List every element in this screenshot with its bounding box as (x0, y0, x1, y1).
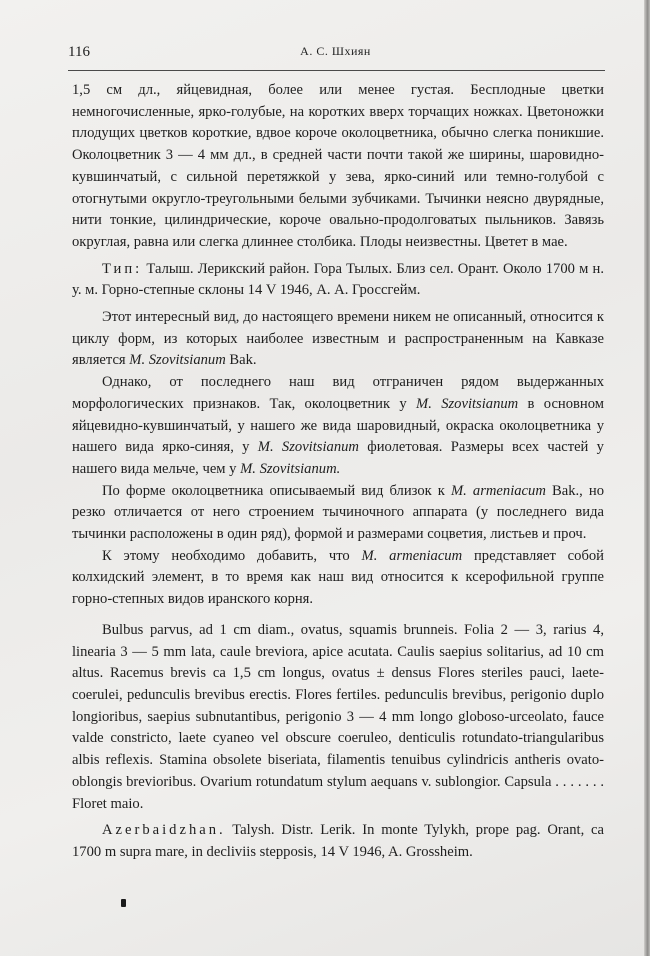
running-head-author: А. С. Шхиян (300, 44, 371, 58)
page-edge-shadow (644, 0, 650, 956)
species-name: M. Szovitsianum (129, 352, 226, 369)
paragraph-differences (72, 372, 604, 481)
text-run: Этот интересный вид, до настоящего времени никем не описанный, относится к циклу форм, из которых наиболее известным и распространенным на Кавказе является (72, 309, 604, 369)
text-run: Bak. (225, 352, 257, 369)
type-label: Тип: (102, 260, 143, 277)
text-run: фиолетовая. Размеры всех частей у нашего вида мельче, чем у (72, 439, 604, 477)
species-name: M. Szovitsianum. (240, 460, 341, 477)
locality-label: Azerbaidzhan. (102, 822, 226, 839)
species-name: M. Szovitsianum (416, 395, 519, 412)
text-run: По форме околоцветника описываемый вид близок к (102, 482, 451, 499)
locality-text: Talysh. Distr. Lerik. In monte Tylykh, prope pag. Orant, ca 1700 m supra mare, in decliviis stepposis, 14 V 1946, A. Grossheim. (72, 822, 604, 860)
paragraph-type-specimen (72, 259, 604, 302)
ink-spot (121, 899, 126, 907)
text-run: Однако, от последнего наш вид отграничен рядом выдержанных морфологических признаков. Так, околоцветник у (72, 374, 604, 412)
species-name: M. Szovitsianum (257, 439, 359, 456)
species-name: M. armeniacum (361, 547, 463, 564)
page-number: 116 (68, 44, 90, 60)
paragraph-latin-locality (72, 820, 604, 863)
paragraph-comparison-armeniacum (72, 481, 604, 546)
paragraph-latin-diagnosis: Bulbus parvus, ad 1 cm diam., ovatus, squamis brunneis. Folia 2 — 3, rarius 4, linearia 3 — 5 mm lata, caule breviora, apice acutata. Caulis saepius solitarius, ad 10 cm altus. Racemus brevis ca 1,5 cm longus, ovatus ± densus Flores steriles pauci, laete-coerulei, pedunculis brevibus erectis. Flores fertiles. pedunculis brevibus, perigonio duplo longioribus, saepius subnutantibus, perigonio 3 — 4 mm longo globoso-urceolato, fauce valde constricto, laete cyaneo vel obscure coeruleo, denticulis rotundato-triangularibus albis reflexis. Stamina obsolete biseriata, filamentis tenuibus cylindricis antheris ovato-oblongis brevioribus. Ovarium rotundatum stylum aequans v. sublongior. Capsula . . . . . . . Floret maio. (72, 621, 604, 812)
body-text (72, 80, 604, 864)
paragraph-description-continued: 1,5 см дл., яйцевидная, более или менее густая. Бесплодные цветки немногочисленные, ярко-голубые, на коротких вверх торчащих ножках. Цветоножки плодущих цветков короткие, вдвое короче околоцветника, обычно слегка поникшие. Околоцветник 3 — 4 мм дл., в средней части почти такой же ширины, шаровидно-кувшинчатый, с сильной перетяжкой у зева, ярко-синий или темно-голубой с отогнутыми округло-треугольными белыми зубчиками. Тычинки неясно двурядные, нити тонкие, цилиндрические, короче овально-продолговатых пыльников. Завязь округлая, равна или слегка длиннее столбика. Плоды неизвестны. Цветет в мае. (72, 82, 604, 250)
paragraph-affinity (72, 307, 604, 372)
type-specimen-text: Талыш. Лерикский район. Гора Тылых. Близ сел. Орант. Около 1700 м н. у. м. Горно-степные склоны 14 V 1946, А. А. Гроссгейм. (72, 260, 604, 299)
paragraph-distribution-note (72, 546, 604, 611)
header-rule (68, 70, 605, 71)
text-run: в основном яйцевидно-кувшинчатый, у нашего же вида шаровидный, окраска околоцветника у нашего вида ярко-синяя, у (72, 395, 604, 456)
page-header (68, 44, 603, 66)
species-name: M. armeniacum (451, 482, 546, 499)
text-run: Bak., но резко отличается от него строением тычиночного аппарата (у последнего вида тычинки расположены в один ряд), формой и размерами соцветия, листьев и проч. (72, 482, 604, 543)
text-run: К этому необходимо добавить, что (102, 547, 362, 564)
text-run: представляет собой колхидский элемент, в то время как наш вид относится к ксерофильной группе горно-степных видов иранского корня. (72, 547, 604, 608)
